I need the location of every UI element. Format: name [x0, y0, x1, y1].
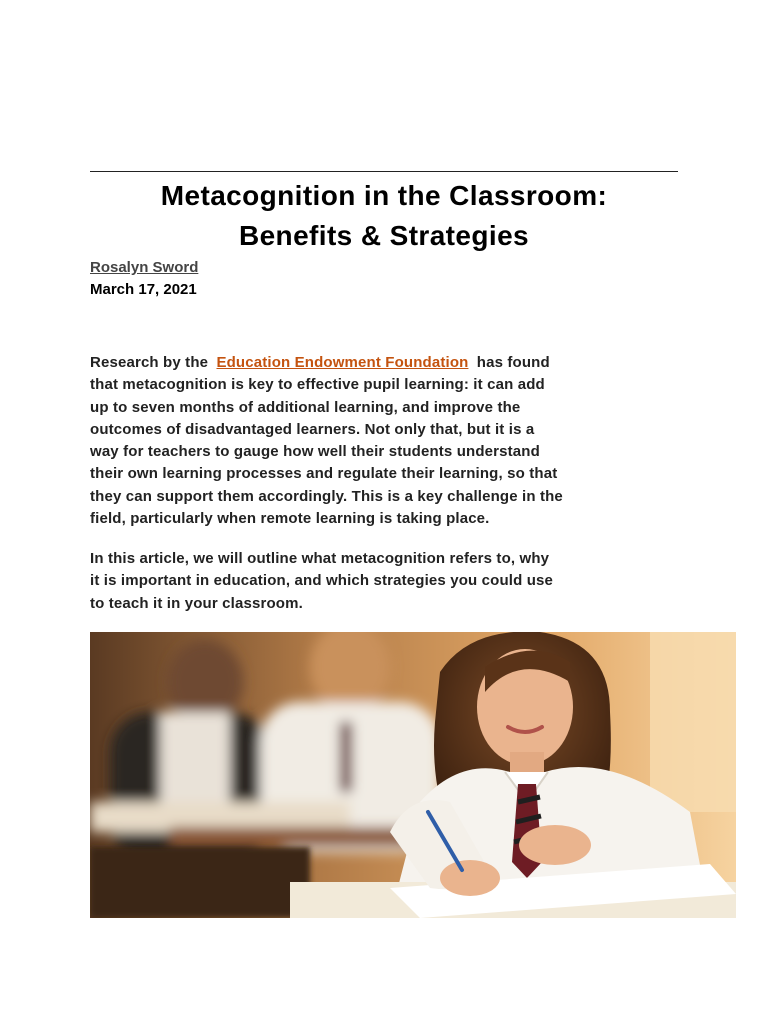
outline-paragraph	[90, 548, 680, 615]
text-before-link: Research by the	[90, 354, 209, 371]
paragraph-line: they can support them accordingly. This is a key challenge in the	[90, 487, 563, 505]
paragraph-line: field, particularly when remote learning is taking place.	[90, 510, 490, 528]
classroom-illustration	[90, 632, 736, 918]
publish-date: March 17, 2021	[90, 281, 197, 298]
paragraph-line: that metacognition is key to effective pupil learning: it can add	[90, 376, 545, 394]
paragraph-line: up to seven months of additional learning, and improve the	[90, 398, 521, 416]
paragraph-line: their own learning processes and regulate their learning, so that	[90, 465, 558, 483]
paragraph-line: In this article, we will outline what metacognition refers to, why	[90, 550, 550, 567]
intro-paragraph	[90, 352, 680, 530]
education-endowment-foundation-link[interactable]: Education Endowment Foundation	[216, 354, 469, 371]
text-after-link: has found	[476, 354, 550, 371]
paragraph-line	[90, 352, 680, 374]
title-line-1: Metacognition in the Classroom:	[160, 180, 608, 211]
paragraph-line: it is important in education, and which strategies you could use	[90, 572, 553, 590]
paragraph-line: way for teachers to gauge how well their students understand	[90, 443, 540, 461]
classroom-photo	[90, 632, 736, 918]
title-line-2: Benefits & Strategies	[238, 220, 530, 251]
author-link[interactable]: Rosalyn Sword	[90, 259, 199, 276]
paragraph-line: outcomes of disadvantaged learners. Not only that, but it is a	[90, 420, 535, 438]
article-title	[90, 176, 678, 256]
header-divider	[90, 171, 678, 172]
paragraph-line: to teach it in your classroom.	[90, 594, 303, 612]
